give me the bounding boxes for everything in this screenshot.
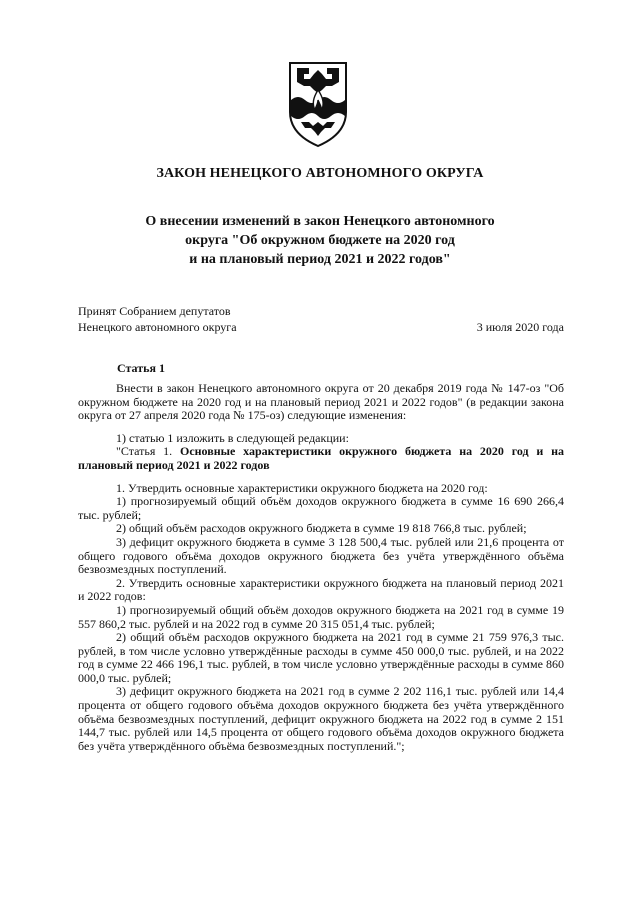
adoption-date: 3 июля 2020 года <box>476 320 564 334</box>
subtitle-line: округа "Об окружном бюджете на 2020 год <box>185 233 455 248</box>
adopted-by-line-1: Принят Собранием депутатов <box>78 304 231 318</box>
subtitle-line: и на плановый период 2021 и 2022 годов" <box>189 252 451 267</box>
nenets-coat-of-arms-icon <box>287 60 349 148</box>
amendment-item-1: 1) статью 1 изложить в следующей редакции: <box>116 430 349 445</box>
paragraph: 2. Утвердить основные характеристики окружного бюджета на плановый период 2021 и 2022 годов: <box>78 575 564 604</box>
article-body <box>78 382 564 753</box>
article-heading: Статья 1 <box>117 361 165 375</box>
quote-title: Основные характеристики окружного бюджета на 2020 год и на плановый период 2021 и 2022 годов <box>78 444 565 472</box>
paragraph: 1. Утвердить основные характеристики окружного бюджета на 2020 год: <box>116 480 488 495</box>
quote-prefix: "Статья 1. <box>116 444 180 459</box>
paragraph: 3) дефицит окружного бюджета в сумме 3 128 500,4 тыс. рублей или 21,6 процента от общего годового объёма доходов окружного бюджета без учёта утверждённого объёма безвозмездных поступлений. <box>78 534 564 577</box>
quoted-article-heading <box>78 445 564 472</box>
document-title: ЗАКОН НЕНЕЦКОГО АВТОНОМНОГО ОКРУГА <box>156 166 484 181</box>
adopted-by-line-2: Ненецкого автономного округа <box>78 320 237 334</box>
subtitle-line: О внесении изменений в закон Ненецкого автономного <box>145 214 495 229</box>
paragraph: 1) прогнозируемый общий объём доходов окружного бюджета на 2021 год в сумме 19 557 860,2 тыс. рублей и на 2022 год в сумме 20 315 051,4 тыс. рублей; <box>78 602 564 631</box>
adoption-block <box>78 303 564 335</box>
law-subtitle <box>110 212 530 269</box>
paragraph: 2) общий объём расходов окружного бюджета на 2021 год в сумме 21 759 976,3 тыс. рублей, в том числе условно утверждённые расходы в сумме 450 000,0 тыс. рублей, и на 2022 год в сумме 22 466 196,1 тыс. рублей, в том числе условно утверждённые расходы в сумме 860 000,0 тыс. рублей; <box>78 630 564 685</box>
article-intro: Внести в закон Ненецкого автономного округа от 20 декабря 2019 года № 147-оз "Об окружном бюджете на 2020 год и на плановый период 2021 и 2022 годов" (в редакции закона округа от 27 апреля 2020 года № 175-оз) следующие изменения: <box>78 381 564 423</box>
paragraph: 1) прогнозируемый общий объём доходов окружного бюджета в сумме 16 690 266,4 тыс. рублей; <box>78 494 564 522</box>
paragraph: 2) общий объём расходов окружного бюджета в сумме 19 818 766,8 тыс. рублей; <box>116 521 527 536</box>
paragraph: 3) дефицит окружного бюджета на 2021 год в сумме 2 202 116,1 тыс. рублей или 14,4 процента от общего годового объёма доходов окружного бюджета без учёта утверждённого объёма безвозмездных поступлений, дефицит окружного бюджета на 2022 год в сумме 2 151 144,7 тыс. рублей или 14,5 процента от общего годового объёма доходов окружного бюджета без учёта утверждённого объёма безвозмездных поступлений."; <box>78 684 564 753</box>
